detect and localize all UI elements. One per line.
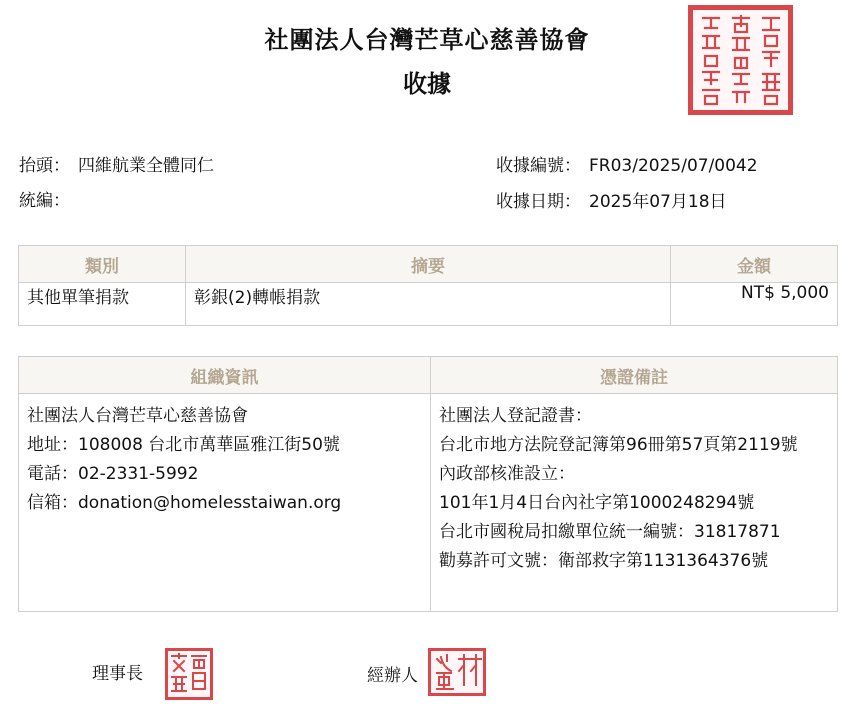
- chairman-stamp: [165, 648, 213, 700]
- note-line: 內政部核准設立：: [439, 464, 575, 484]
- notes-cell: [431, 394, 838, 612]
- col-header-summary: 摘要: [186, 246, 671, 283]
- handler-stamp: [428, 648, 486, 696]
- org-phone-line: 電話：02-2331-5992: [27, 464, 199, 484]
- receipt-number-value: FR03/2025/07/0042: [589, 156, 758, 176]
- recipient-row: [19, 151, 214, 176]
- receipt-date-label: 收據日期：: [496, 192, 581, 212]
- note-line: 台北市地方法院登記簿第96冊第57頁第2119號: [439, 435, 798, 455]
- org-name-line: 社團法人台灣芒草心慈善協會: [27, 406, 248, 426]
- col-header-amount: 金額: [671, 246, 838, 283]
- note-line: 社團法人登記證書：: [439, 406, 592, 426]
- col-header-category: 類別: [19, 246, 186, 283]
- table-row: [19, 283, 838, 326]
- receipt-date-value: 2025年07月18日: [589, 192, 727, 212]
- organization-info-table: [18, 356, 838, 612]
- organization-seal: [688, 5, 793, 115]
- col-header-notes: 憑證備註: [431, 357, 838, 394]
- receipt-number-row: [496, 151, 758, 176]
- receipt-number-label: 收據編號：: [496, 156, 581, 176]
- recipient-label: 抬頭：: [19, 156, 70, 176]
- items-table-header: [19, 246, 838, 283]
- organization-title: 社團法人台灣芒草心慈善協會: [264, 26, 590, 54]
- chairman-label: 理事長: [92, 664, 143, 684]
- document-title: 收據: [403, 70, 451, 98]
- org-info-cell: [19, 394, 431, 612]
- note-line: 101年1月4日台內社字第1000248294號: [439, 493, 755, 513]
- receipt-date-row: [496, 187, 727, 212]
- tax-id-row: [19, 186, 78, 211]
- recipient-value: 四維航業全體同仁: [78, 156, 214, 176]
- col-header-org-info: 組織資訊: [19, 357, 431, 394]
- item-amount: NT$ 5,000: [671, 283, 838, 326]
- donation-items-table: [18, 245, 838, 326]
- item-summary: 彰銀(2)轉帳捐款: [186, 283, 671, 326]
- org-address-line: 地址：108008 台北市萬華區雅江街50號: [27, 435, 340, 455]
- info-table-header: [19, 357, 838, 394]
- org-email-line: 信箱：donation@homelesstaiwan.org: [27, 493, 342, 513]
- note-line: 台北市國稅局扣繳單位統一編號：31817871: [439, 522, 781, 542]
- tax-id-label: 統編：: [19, 191, 70, 211]
- handler-label: 經辦人: [367, 666, 418, 686]
- item-category: 其他單筆捐款: [19, 283, 186, 326]
- note-line: 勸募許可文號：衛部救字第1131364376號: [439, 551, 769, 571]
- info-row: [19, 394, 838, 612]
